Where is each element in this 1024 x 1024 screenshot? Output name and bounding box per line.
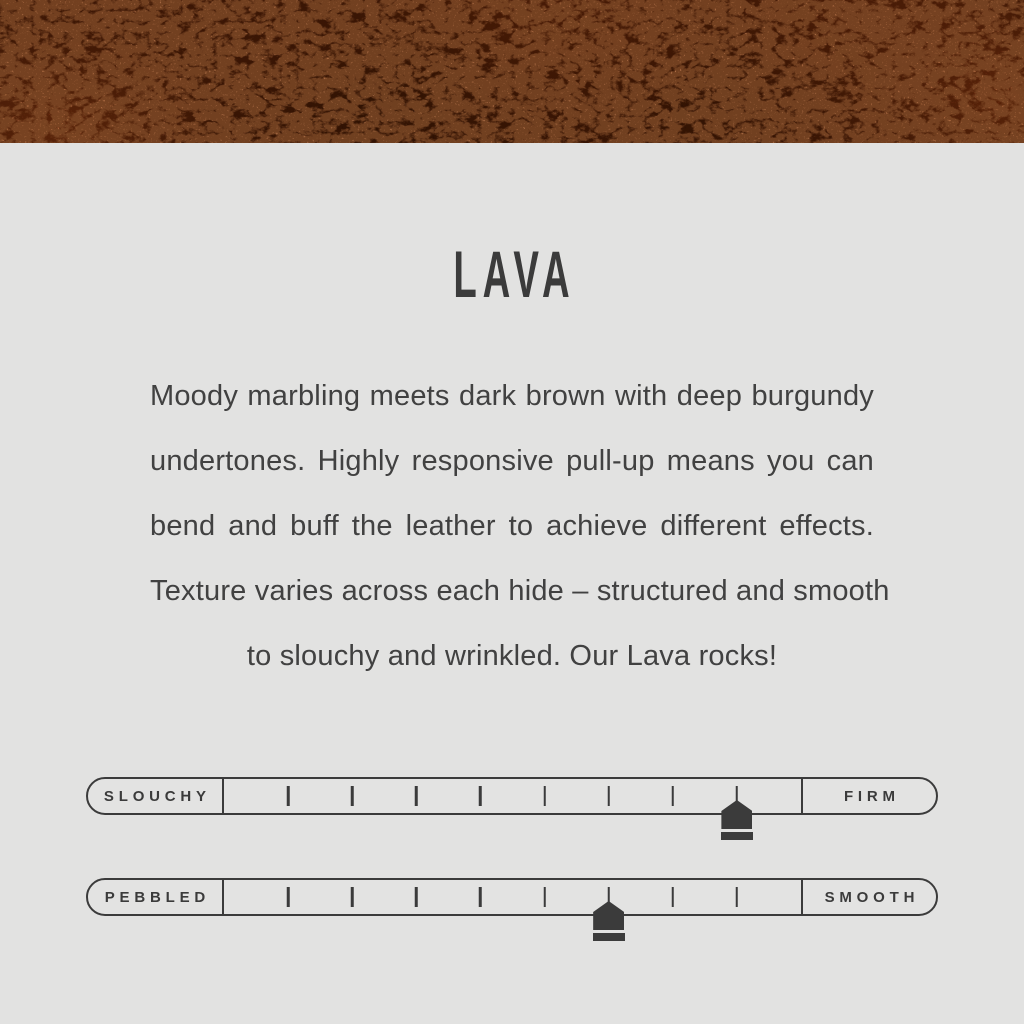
- scale-tick: [351, 887, 354, 907]
- description: [150, 364, 890, 689]
- scale-tick: [415, 887, 418, 907]
- description-line: bend and buff the leather to achieve different effects.: [150, 510, 874, 542]
- scale-tick: [287, 786, 290, 806]
- scale-track: [224, 779, 801, 813]
- scale-track: [224, 880, 801, 914]
- scale-slouchy-firm: [86, 777, 938, 815]
- description-line: to slouchy and wrinkled. Our Lava rocks!: [246, 640, 778, 672]
- attribute-scales: [0, 777, 1024, 916]
- scale-tick: [672, 786, 675, 806]
- scale-right-label: SMOOTH: [801, 880, 936, 914]
- scale-tick: [543, 786, 546, 806]
- scale-marker-icon: [593, 901, 625, 941]
- scale-tick: [479, 887, 482, 907]
- scale-tick: [415, 786, 418, 806]
- scale-left-label: PEBBLED: [88, 880, 224, 914]
- description-line: Texture varies across each hide – structured and smooth: [150, 575, 890, 607]
- content-panel: [0, 143, 1024, 1024]
- leather-grain-overlay: [0, 0, 1024, 143]
- scale-tick: [736, 887, 739, 907]
- page-title: [0, 143, 1024, 309]
- scale-tick: [543, 887, 546, 907]
- scale-tick: [287, 887, 290, 907]
- marker-head: [593, 901, 624, 930]
- description-line: undertones. Highly responsive pull-up means you can: [150, 445, 874, 477]
- description-line: Moody marbling meets dark brown with deep burgundy: [150, 380, 874, 412]
- marker-head: [721, 800, 752, 829]
- scale-tick: [351, 786, 354, 806]
- leather-texture-image: [0, 0, 1024, 143]
- scale-tick: [672, 887, 675, 907]
- scale-marker-icon: [721, 800, 753, 840]
- scale-right-label: FIRM: [801, 779, 936, 813]
- scale-left-label: SLOUCHY: [88, 779, 224, 813]
- scale-tick: [607, 786, 610, 806]
- marker-bar: [593, 933, 625, 941]
- scale-tick: [479, 786, 482, 806]
- marker-bar: [721, 832, 753, 840]
- product-name: LAVA: [453, 237, 577, 311]
- scale-pebbled-smooth: [86, 878, 938, 916]
